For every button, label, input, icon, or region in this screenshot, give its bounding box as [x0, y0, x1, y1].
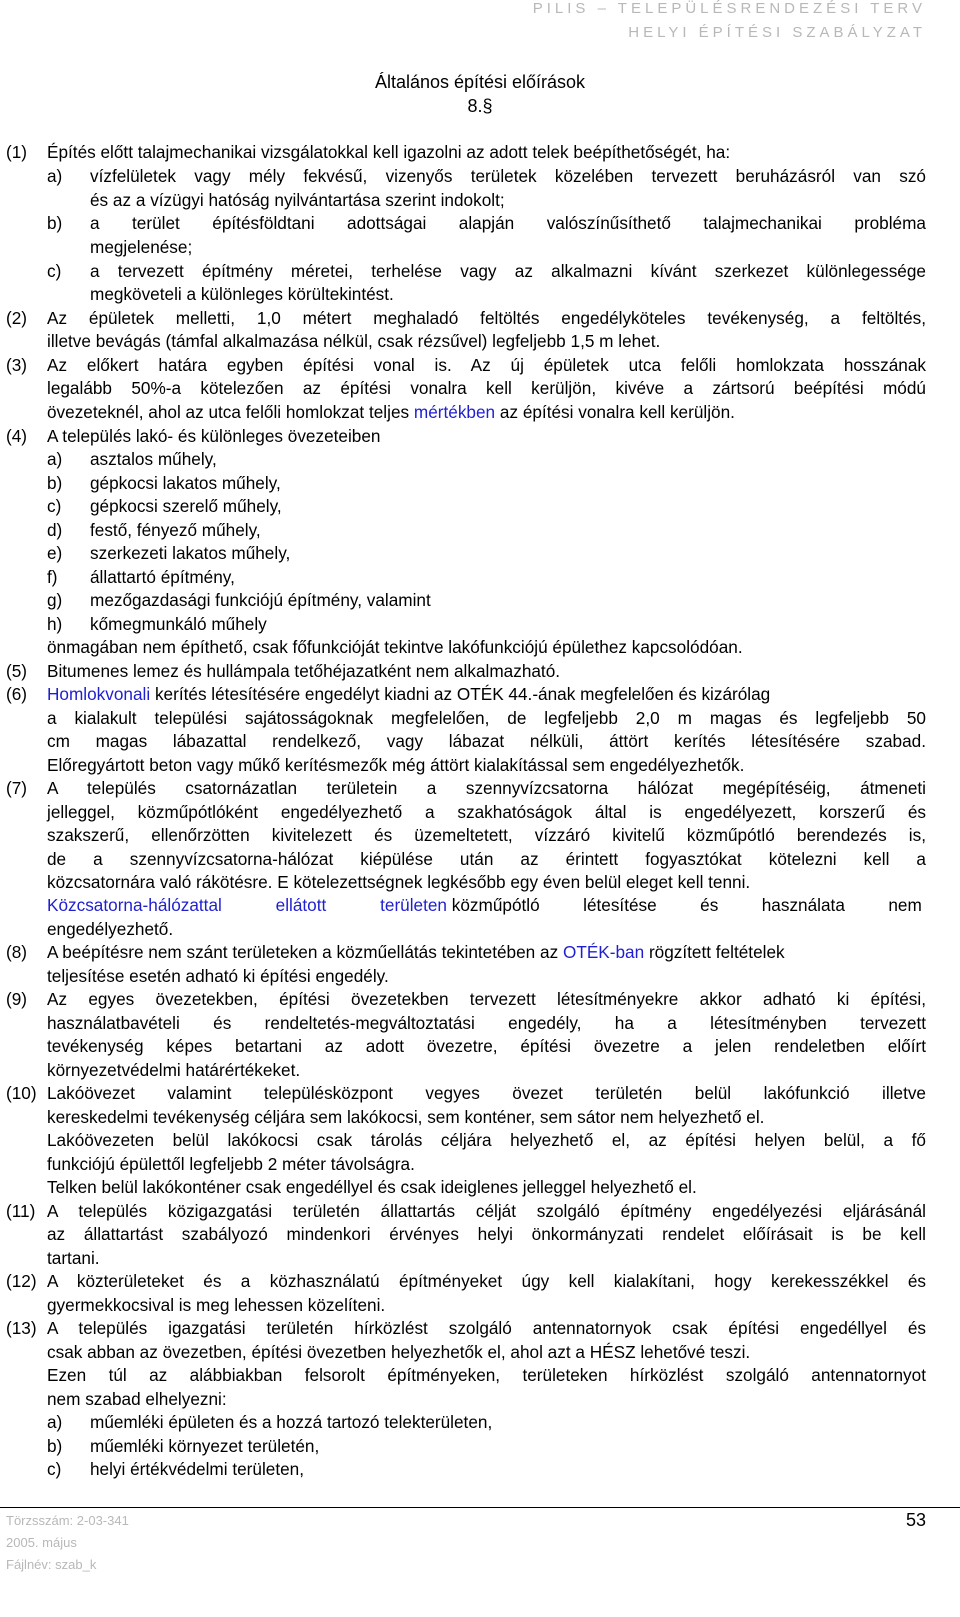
- list-label: c): [47, 1459, 62, 1479]
- text-segment: -ának megfelelően és kizárólag: [532, 684, 771, 704]
- text-line: [47, 402, 735, 422]
- text-line: Bitumenes lemez és hullámpala tetőhéjazatként nem alkalmazható.: [47, 661, 561, 681]
- list-label: h): [47, 614, 63, 634]
- section-number: 8.§: [467, 96, 493, 116]
- paragraph-number: (12): [6, 1271, 37, 1291]
- paragraph-number: (11): [6, 1201, 36, 1221]
- text-line: gyermekkocsival is meg lehessen közelíteni.: [47, 1295, 386, 1315]
- list-label: b): [47, 1436, 63, 1456]
- text-line: önmagában nem építhető, csak főfunkcióját tekintve lakófunkciójú épülethez kapcsolódóan.: [47, 637, 743, 657]
- list-label: f): [47, 567, 58, 587]
- list-label: b): [47, 213, 63, 233]
- text-line: tevékenység képes betartani az adott övezetre, építési övezetre a jelen rendeletben előírt: [47, 1036, 926, 1056]
- list-label: a): [47, 166, 63, 186]
- text-line: Az épületek melletti, 1,0 métert meghaladó feltöltés engedélyköteles tevékenység, a feltöltés,: [47, 308, 926, 328]
- paragraph-number: (1): [6, 142, 28, 162]
- text-segment: az építési vonalra kell kerüljön.: [499, 402, 735, 422]
- text-line: teljesítése esetén adható ki építési engedély.: [47, 966, 389, 986]
- text-line: Az egyes övezetekben, építési övezetekben tervezett létesítményekre akkor adható ki építési,: [47, 989, 926, 1009]
- text-line: jelleggel, közműpótlóként engedélyezhető a szakhatóságok által is engedélyezett, korszerű és: [47, 802, 926, 822]
- text-segment: A beépítésre nem szánt területeken a közműellátás tekintetében az: [47, 942, 559, 962]
- list-label: d): [47, 520, 63, 540]
- text-segment: közműpótló létesítése és használata nem: [451, 895, 922, 915]
- text-line: műemléki épületen és a hozzá tartozó telekterületen,: [90, 1412, 493, 1432]
- text-line: [47, 895, 922, 915]
- paragraph-number: (13): [6, 1318, 37, 1338]
- header-project-title: PILIS – TELEPÜLÉSRENDEZÉSI TERV: [532, 0, 926, 17]
- text-line: A település csatornázatlan területein a szennyvízcsatorna hálózat megépítéséig, átmeneti: [47, 778, 926, 798]
- text-line: festő, fényező műhely,: [90, 520, 261, 540]
- text-segment: rögzített feltételek: [648, 942, 785, 962]
- footer-divider: [0, 1507, 960, 1508]
- text-line: Lakóövezeten belül lakókocsi csak tárolás céljára helyezhető el, az építési helyen belül, a fő: [47, 1130, 926, 1150]
- text-line: de a szennyvízcsatorna-hálózat kiépülése után az érintett fogyasztókat kötelezni kell a: [47, 849, 926, 869]
- text-line: szerkezeti lakatos műhely,: [90, 543, 291, 563]
- text-line: [47, 942, 785, 962]
- list-label: b): [47, 473, 63, 493]
- text-line: és az a vízügyi hatóság nyilvántartása szerint indokolt;: [90, 190, 505, 210]
- text-line: megjelenése;: [90, 237, 193, 257]
- text-line: A közterületeket és a közhasználatú építményeket úgy kell kialakítani, hogy kerekesszékkel és: [47, 1271, 926, 1291]
- list-label: c): [47, 496, 62, 516]
- text-line: megköveteli a különleges körültekintést.: [90, 284, 394, 304]
- text-line: gépkocsi lakatos műhely,: [90, 473, 281, 493]
- text-line: funkciójú épülettől legfeljebb 2 méter távolságra.: [47, 1154, 415, 1174]
- text-line: tartani.: [47, 1248, 100, 1268]
- text-line: legalább 50%-a kötelezően az építési vonalra kell kerüljön, kivéve a zártsorú beépítési módú: [47, 378, 926, 398]
- link-text[interactable]: mértékben: [413, 402, 496, 422]
- text-line: Ezen túl az alábbiakban felsorolt építményeken, területeken hírközlést szolgáló antennatornyot: [47, 1365, 926, 1385]
- text-line: engedélyezhető.: [47, 919, 174, 939]
- list-label: c): [47, 261, 62, 281]
- text-line: használatbavételi és rendeltetés-megváltoztatási engedély, ha a létesítményben tervezett: [47, 1013, 926, 1033]
- paragraph-number: (4): [6, 426, 28, 446]
- text-line: Előregyártott beton vagy műkő kerítésmezők még áttört kialakítással sem engedélyezhetők.: [47, 755, 745, 775]
- footer-registry-number: Törzsszám: 2-03-341: [6, 1513, 129, 1528]
- paragraph-number: (9): [6, 989, 28, 1009]
- text-line: kőmegmunkáló műhely: [90, 614, 267, 634]
- text-line: környezetvédelmi határértékeket.: [47, 1060, 301, 1080]
- paragraph-number: (3): [6, 355, 28, 375]
- text-line: A település lakó- és különleges övezeteiben: [47, 426, 381, 446]
- list-label: a): [47, 449, 63, 469]
- text-segment: övezeteknél, ahol az utca felőli homlokzat teljes: [47, 402, 410, 422]
- paragraph-number: (7): [6, 778, 28, 798]
- text-line: Telken belül lakókonténer csak engedéllyel és csak ideiglenes jelleggel helyezhető el.: [47, 1177, 697, 1197]
- link-text[interactable]: Homlokvonali: [47, 684, 151, 704]
- text-line: nem szabad elhelyezni:: [47, 1389, 227, 1409]
- text-line: közcsatornára való rákötésre. E kötelezettségnek legkésőbb egy éven belül eleget kell tenni.: [47, 872, 751, 892]
- text-line: kereskedelmi tevékenység céljára sem lakókocsi, sem konténer, sem sátor nem helyezhető el.: [47, 1107, 765, 1127]
- list-label: e): [47, 543, 63, 563]
- text-line: szakszerű, ellenőrzötten kivitelezett és üzemeltetett, vízzáró kivitelű közműpótló berendezés is,: [47, 825, 926, 845]
- text-line: illetve bevágás (támfal alkalmazása nélkül, csak rézsűvel) legfeljebb 1,5 m lehet.: [47, 331, 661, 351]
- footer-filename: Fájlnév: szab_k: [6, 1557, 97, 1572]
- list-label: a): [47, 1412, 63, 1432]
- paragraph-number: (10): [6, 1083, 37, 1103]
- text-line: helyi értékvédelmi területen,: [90, 1459, 304, 1479]
- paragraph-number: (5): [6, 661, 28, 681]
- text-segment: kerítés létesítésére engedélyt kiadni az OTÉK 44.: [154, 684, 533, 704]
- text-line: mezőgazdasági funkciójú építmény, valamint: [90, 590, 431, 610]
- text-line: az állattartást szabályozó mindenkori érvényes helyi önkormányzati rendelet előírásait is be kell: [47, 1224, 926, 1244]
- link-text[interactable]: Közcsatorna-hálózattal ellátott területen: [47, 895, 447, 915]
- text-line: A település közigazgatási területén állattartás célját szolgáló építmény engedélyezési eljárásánál: [47, 1201, 926, 1221]
- text-line: Az előkert határa egyben építési vonal is. Az új épületek utca felőli homlokzata hosszának: [47, 355, 926, 375]
- text-line: cm magas lábazattal rendelkező, vagy lábazat nélküli, áttört kerítés létesítésére szabad.: [47, 731, 926, 751]
- text-line: a kialakult települési sajátosságoknak megfelelően, de legfeljebb 2,0 m magas és legfeljebb 50: [47, 708, 926, 728]
- footer-date: 2005. május: [6, 1535, 77, 1550]
- link-text[interactable]: OTÉK-ban: [562, 942, 645, 962]
- text-line: asztalos műhely,: [90, 449, 217, 469]
- header-document-title: HELYI ÉPÍTÉSI SZABÁLYZAT: [628, 24, 926, 41]
- text-line: Lakóövezet valamint településközpont vegyes övezet területén belül lakófunkció illetve: [47, 1083, 926, 1103]
- list-label: g): [47, 590, 63, 610]
- text-line: [47, 684, 770, 704]
- text-line: Építés előtt talajmechanikai vizsgálatokkal kell igazolni az adott telek beépíthetőségét, ha:: [47, 142, 731, 162]
- text-line: a terület építésföldtani adottságai alapján valószínűsíthető talajmechanikai probléma: [90, 213, 926, 233]
- paragraph-number: (2): [6, 308, 28, 328]
- page-number: 53: [905, 1510, 926, 1530]
- paragraph-number: (8): [6, 942, 28, 962]
- text-line: vízfelületek vagy mély fekvésű, vizenyős területek közelében tervezett beruházásról van szó: [90, 166, 926, 186]
- paragraph-number: (6): [6, 684, 28, 704]
- text-line: gépkocsi szerelő műhely,: [90, 496, 282, 516]
- text-line: csak abban az övezetben, építési övezetben helyezhetők el, ahol azt a HÉSZ lehetővé teszi.: [47, 1342, 751, 1362]
- section-title: Általános építési előírások: [374, 72, 586, 92]
- text-line: a tervezett építmény méretei, terhelése vagy az alkalmazni kívánt szerkezet különlegessége: [90, 261, 926, 281]
- text-line: állattartó építmény,: [90, 567, 235, 587]
- text-line: műemléki környezet területén,: [90, 1436, 320, 1456]
- text-line: A település igazgatási területén hírközlést szolgáló antennatornyok csak építési engedéllyel és: [47, 1318, 926, 1338]
